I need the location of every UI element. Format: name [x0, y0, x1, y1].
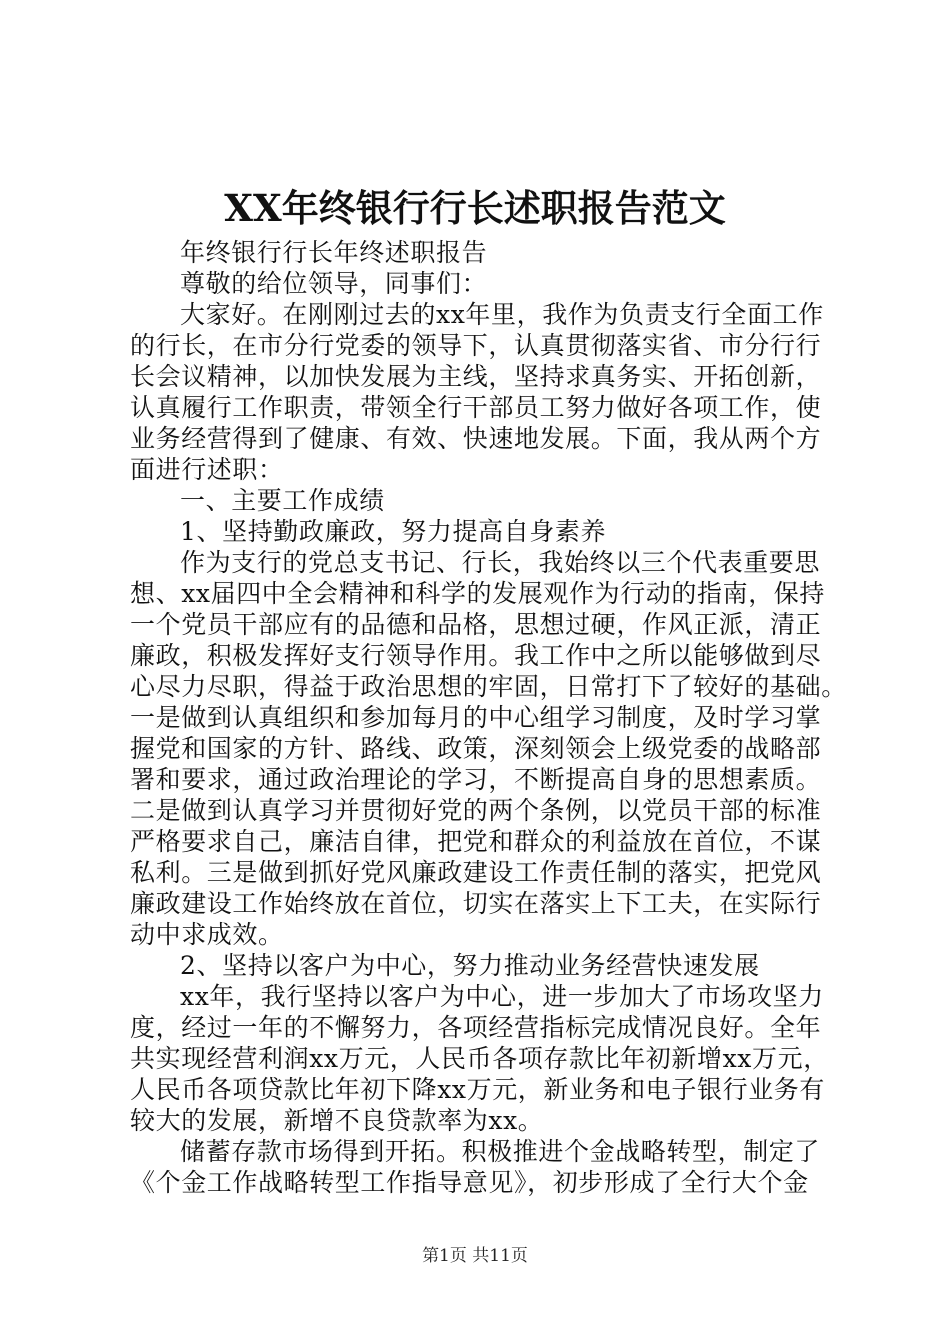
body-line: 一个党员干部应有的品德和品格，思想过硬，作风正派，清正: [130, 610, 822, 639]
body-line: 2、坚持以客户为中心，努力推动业务经营快速发展: [180, 951, 760, 980]
body-line: 署和要求，通过政治理论的学习，不断提高自身的思想素质。: [130, 765, 822, 794]
page-footer: 第1页 共11页: [422, 1246, 528, 1266]
body-line: 作为支行的党总支书记、行长，我始终以三个代表重要思: [180, 548, 821, 577]
body-line: 储蓄存款市场得到开拓。积极推进个金战略转型，制定了: [180, 1137, 821, 1166]
body-line: 年终银行行长年终述职报告: [180, 238, 488, 267]
body-line: 握党和国家的方针、路线、政策，深刻领会上级党委的战略部: [130, 734, 822, 763]
body-line: 1、坚持勤政廉政，努力提高自身素养: [180, 517, 607, 546]
body-line: 人民币各项贷款比年初下降xx万元，新业务和电子银行业务有: [130, 1075, 826, 1104]
body-line: 长会议精神，以加快发展为主线，坚持求真务实、开拓创新，: [130, 362, 822, 391]
body-line: 尊敬的给位领导，同事们：: [180, 269, 488, 298]
body-line: 大家好。在刚刚过去的xx年里，我作为负责支行全面工作: [180, 300, 824, 329]
body-line: 严格要求自己，廉洁自律，把党和群众的利益放在首位，不谋: [130, 827, 822, 856]
body-line: 《个金工作战略转型工作指导意见》，初步形成了全行大个金: [130, 1168, 809, 1197]
page-title: XX年终银行行长述职报告范文: [224, 186, 726, 230]
body-line: 想、xx届四中全会精神和科学的发展观作为行动的指南，保持: [130, 579, 826, 608]
body-line: 认真履行工作职责，带领全行干部员工努力做好各项工作，使: [130, 393, 822, 422]
body-line: 的行长，在市分行党委的领导下，认真贯彻落实省、市分行行: [130, 331, 822, 360]
body-line: 一是做到认真组织和参加每月的中心组学习制度，及时学习掌: [130, 703, 822, 732]
body-line: xx年，我行坚持以客户为中心，进一步加大了市场攻坚力: [180, 982, 824, 1011]
body-line: 二是做到认真学习并贯彻好党的两个条例，以党员干部的标准: [130, 796, 822, 825]
body-line: 较大的发展，新增不良贷款率为xx。: [130, 1106, 544, 1135]
body-line: 廉政，积极发挥好支行领导作用。我工作中之所以能够做到尽: [130, 641, 822, 670]
body-line: 度，经过一年的不懈努力，各项经营指标完成情况良好。全年: [130, 1013, 822, 1042]
body-line: 一、主要工作成绩: [180, 486, 385, 515]
body-line: 心尽力尽职，得益于政治思想的牢固，日常打下了较好的基础。: [130, 672, 847, 701]
body-line: 面进行述职：: [130, 455, 284, 484]
body-line: 业务经营得到了健康、有效、快速地发展。下面，我从两个方: [130, 424, 822, 453]
body-line: 动中求成效。: [130, 920, 284, 949]
body-line: 廉政建设工作始终放在首位，切实在落实上下工夫，在实际行: [130, 889, 822, 918]
body-line: 共实现经营利润xx万元，人民币各项存款比年初新增xx万元，: [130, 1044, 829, 1073]
body-line: 私利。三是做到抓好党风廉政建设工作责任制的落实，把党风: [130, 858, 822, 887]
